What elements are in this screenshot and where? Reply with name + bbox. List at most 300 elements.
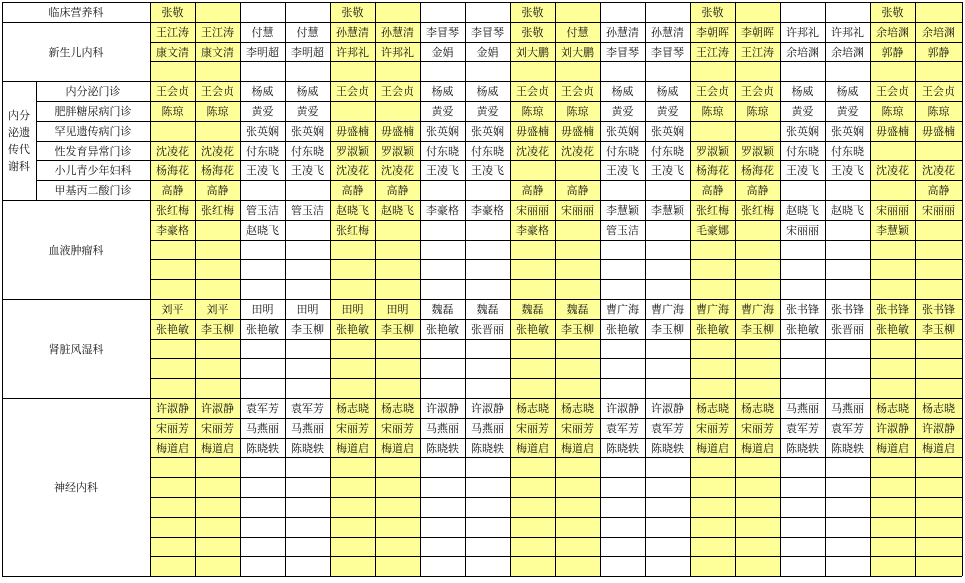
schedule-cell[interactable]: 宋丽芳 [741,422,774,435]
schedule-cell[interactable]: 宋丽芳 [381,422,414,435]
schedule-cell[interactable] [735,220,780,240]
schedule-cell[interactable]: 张艳敏 [156,323,189,336]
schedule-cell[interactable] [645,259,690,279]
schedule-cell[interactable]: 张红梅 [201,204,234,217]
schedule-cell[interactable]: 王会贞 [876,85,909,98]
schedule-cell[interactable] [825,358,870,378]
schedule-cell[interactable] [690,339,735,358]
schedule-cell[interactable]: 魏磊 [476,303,499,316]
schedule-cell[interactable] [420,556,465,576]
schedule-cell[interactable] [150,121,195,141]
schedule-cell[interactable] [600,457,645,477]
schedule-cell[interactable]: 许淑静 [426,402,459,415]
schedule-cell[interactable]: 毋盛楠 [516,125,549,138]
schedule-cell[interactable]: 王会贞 [922,85,955,98]
schedule-cell[interactable]: 李豪格 [471,204,504,217]
schedule-cell[interactable] [510,61,555,81]
schedule-cell[interactable] [285,497,330,517]
schedule-cell[interactable]: 余培渊 [876,26,909,39]
schedule-cell[interactable] [510,240,555,259]
schedule-cell[interactable] [375,497,420,517]
schedule-cell[interactable] [375,477,420,497]
schedule-cell[interactable]: 杨志晓 [922,402,955,415]
schedule-cell[interactable] [330,378,375,398]
schedule-cell[interactable] [330,279,375,299]
schedule-cell[interactable] [690,556,735,576]
schedule-cell[interactable]: 李慧颖 [606,204,639,217]
schedule-cell[interactable] [735,556,780,576]
schedule-cell[interactable] [825,517,870,537]
schedule-cell[interactable] [645,2,690,22]
schedule-cell[interactable]: 王凌飞 [291,164,324,177]
schedule-cell[interactable] [690,61,735,81]
schedule-cell[interactable] [465,477,510,497]
schedule-cell[interactable] [555,358,600,378]
schedule-cell[interactable]: 付慧 [251,26,274,39]
schedule-cell[interactable] [285,61,330,81]
schedule-cell[interactable]: 金娟 [431,45,454,59]
schedule-cell[interactable] [600,537,645,556]
schedule-cell[interactable] [330,240,375,259]
schedule-cell[interactable] [510,517,555,537]
schedule-cell[interactable]: 沈凌花 [156,144,189,158]
schedule-cell[interactable]: 宋丽芳 [336,422,369,435]
schedule-cell[interactable]: 张艳敏 [246,323,279,336]
schedule-cell[interactable] [915,358,962,378]
schedule-cell[interactable] [195,497,240,517]
schedule-cell[interactable] [825,220,870,240]
schedule-cell[interactable]: 马燕丽 [831,402,864,415]
schedule-cell[interactable] [690,240,735,259]
schedule-cell[interactable] [375,339,420,358]
schedule-cell[interactable]: 杨志晓 [561,402,594,415]
schedule-cell[interactable] [555,339,600,358]
schedule-cell[interactable]: 曹广海 [741,303,774,316]
schedule-cell[interactable] [465,497,510,517]
schedule-cell[interactable] [330,259,375,279]
schedule-cell[interactable]: 袁军芳 [831,422,864,435]
schedule-cell[interactable]: 张英娴 [786,125,819,138]
schedule-cell[interactable] [510,556,555,576]
schedule-cell[interactable]: 康文清 [156,45,189,59]
schedule-cell[interactable] [195,457,240,477]
schedule-cell[interactable] [420,279,465,299]
schedule-cell[interactable]: 张红梅 [156,204,189,217]
schedule-cell[interactable] [510,339,555,358]
schedule-cell[interactable]: 张艳敏 [696,323,729,336]
schedule-cell[interactable]: 付东晓 [786,144,819,158]
schedule-cell[interactable] [285,259,330,279]
schedule-cell[interactable] [915,259,962,279]
schedule-cell[interactable] [825,180,870,200]
schedule-cell[interactable]: 李玉柳 [922,323,955,336]
schedule-cell[interactable]: 陈琼 [521,105,544,118]
schedule-cell[interactable] [375,220,420,240]
schedule-cell[interactable] [510,259,555,279]
schedule-cell[interactable] [150,61,195,81]
schedule-cell[interactable]: 曹广海 [651,303,684,316]
schedule-cell[interactable]: 田明 [386,303,409,316]
schedule-cell[interactable]: 李慧颖 [876,224,909,237]
schedule-cell[interactable]: 赵晓飞 [381,204,414,217]
schedule-cell[interactable]: 余培渊 [786,45,819,59]
schedule-cell[interactable]: 曹广海 [606,303,639,316]
schedule-cell[interactable] [690,477,735,497]
schedule-cell[interactable]: 赵晓飞 [831,204,864,217]
schedule-cell[interactable]: 张英娴 [831,125,864,138]
schedule-cell[interactable] [510,160,555,180]
schedule-cell[interactable]: 王凌飞 [606,164,639,177]
schedule-cell[interactable]: 王凌飞 [246,164,279,177]
schedule-cell[interactable] [870,358,915,378]
schedule-cell[interactable]: 李玉柳 [741,323,774,336]
schedule-cell[interactable]: 张敬 [701,6,724,19]
schedule-cell[interactable] [645,240,690,259]
schedule-cell[interactable]: 许淑静 [156,402,189,415]
schedule-cell[interactable] [465,240,510,259]
schedule-cell[interactable]: 梅道启 [922,441,955,455]
schedule-cell[interactable] [195,339,240,358]
schedule-cell[interactable]: 魏磊 [431,303,454,316]
schedule-cell[interactable]: 梅道启 [516,441,549,455]
schedule-cell[interactable]: 陈琼 [881,105,904,118]
schedule-cell[interactable]: 刘大鹏 [561,45,594,59]
schedule-cell[interactable] [645,477,690,497]
schedule-cell[interactable] [915,477,962,497]
schedule-cell[interactable]: 李冒琴 [651,45,684,59]
schedule-cell[interactable] [780,477,825,497]
schedule-cell[interactable] [195,61,240,81]
schedule-cell[interactable]: 陈晓轶 [291,441,324,455]
schedule-cell[interactable] [870,259,915,279]
schedule-cell[interactable] [195,279,240,299]
schedule-cell[interactable]: 魏磊 [521,303,544,316]
schedule-cell[interactable]: 高静 [566,184,589,197]
schedule-cell[interactable]: 管玉洁 [291,204,324,217]
schedule-cell[interactable] [645,378,690,398]
schedule-cell[interactable] [195,517,240,537]
schedule-cell[interactable]: 张书锋 [786,303,819,316]
schedule-cell[interactable] [420,477,465,497]
schedule-cell[interactable] [690,497,735,517]
schedule-cell[interactable] [555,517,600,537]
schedule-cell[interactable] [645,279,690,299]
schedule-cell[interactable] [150,378,195,398]
schedule-cell[interactable]: 梅道启 [876,441,909,455]
schedule-cell[interactable] [825,61,870,81]
schedule-cell[interactable] [285,240,330,259]
schedule-cell[interactable]: 杨海花 [156,164,189,177]
schedule-cell[interactable] [285,556,330,576]
schedule-cell[interactable] [510,497,555,517]
schedule-cell[interactable] [735,378,780,398]
schedule-cell[interactable]: 高静 [927,184,950,197]
schedule-cell[interactable]: 张晋丽 [831,323,864,336]
schedule-cell[interactable]: 杨志晓 [381,402,414,415]
schedule-cell[interactable] [735,457,780,477]
schedule-cell[interactable] [510,378,555,398]
schedule-cell[interactable]: 张敬 [521,26,544,39]
schedule-cell[interactable] [915,497,962,517]
schedule-cell[interactable]: 毋盛楠 [876,125,909,138]
schedule-cell[interactable] [150,477,195,497]
schedule-cell[interactable]: 陈晓轶 [471,441,504,455]
schedule-cell[interactable]: 陈琼 [161,105,184,118]
schedule-cell[interactable]: 毋盛楠 [381,125,414,138]
schedule-cell[interactable]: 杨威 [791,85,814,98]
schedule-cell[interactable]: 张晋丽 [471,323,504,336]
schedule-cell[interactable] [330,358,375,378]
schedule-cell[interactable]: 杨威 [431,85,454,98]
schedule-cell[interactable]: 王会贞 [336,85,369,98]
schedule-cell[interactable]: 金娟 [476,45,499,59]
schedule-cell[interactable] [645,497,690,517]
schedule-cell[interactable] [870,279,915,299]
schedule-cell[interactable]: 李豪格 [156,224,189,237]
schedule-cell[interactable] [735,358,780,378]
schedule-cell[interactable]: 张英娴 [606,125,639,138]
schedule-cell[interactable] [915,2,962,22]
schedule-cell[interactable]: 黄爱 [296,105,319,118]
schedule-cell[interactable] [780,2,825,22]
schedule-cell[interactable]: 张英娴 [651,125,684,138]
schedule-cell[interactable]: 李玉柳 [381,323,414,336]
schedule-cell[interactable]: 梅道启 [381,441,414,455]
schedule-cell[interactable] [690,537,735,556]
schedule-cell[interactable] [555,378,600,398]
schedule-cell[interactable]: 宋丽丽 [561,204,594,217]
schedule-cell[interactable] [555,2,600,22]
schedule-cell[interactable] [150,279,195,299]
schedule-cell[interactable] [645,358,690,378]
schedule-cell[interactable] [780,259,825,279]
schedule-cell[interactable] [420,537,465,556]
schedule-cell[interactable] [600,279,645,299]
schedule-cell[interactable]: 袁军芳 [291,402,324,415]
schedule-cell[interactable]: 许淑静 [651,402,684,415]
schedule-cell[interactable]: 张艳敏 [876,323,909,336]
schedule-cell[interactable]: 沈凌花 [201,144,234,158]
schedule-cell[interactable]: 王会贞 [381,85,414,98]
schedule-cell[interactable]: 张敬 [521,6,544,19]
schedule-cell[interactable] [825,2,870,22]
schedule-cell[interactable]: 张艳敏 [516,323,549,336]
schedule-cell[interactable]: 杨威 [656,85,679,98]
schedule-cell[interactable]: 沈凌花 [561,144,594,158]
schedule-cell[interactable]: 袁军芳 [651,422,684,435]
schedule-cell[interactable] [420,517,465,537]
schedule-cell[interactable]: 张敬 [161,6,184,19]
schedule-cell[interactable] [240,358,285,378]
schedule-cell[interactable] [735,121,780,141]
schedule-cell[interactable] [690,121,735,141]
schedule-cell[interactable]: 宋丽芳 [201,422,234,435]
schedule-cell[interactable]: 梅道启 [696,441,729,455]
schedule-cell[interactable] [465,279,510,299]
schedule-cell[interactable]: 付东晓 [471,144,504,158]
schedule-cell[interactable] [285,457,330,477]
schedule-cell[interactable]: 宋丽芳 [696,422,729,435]
schedule-cell[interactable] [240,180,285,200]
schedule-cell[interactable] [195,556,240,576]
schedule-cell[interactable]: 付东晓 [831,144,864,158]
schedule-cell[interactable]: 马燕丽 [291,422,324,435]
schedule-cell[interactable] [600,378,645,398]
schedule-cell[interactable] [150,537,195,556]
schedule-cell[interactable]: 杨海花 [741,164,774,177]
schedule-cell[interactable] [375,517,420,537]
schedule-cell[interactable] [555,61,600,81]
schedule-cell[interactable]: 梅道启 [336,441,369,455]
schedule-cell[interactable] [285,517,330,537]
schedule-cell[interactable] [780,378,825,398]
schedule-cell[interactable]: 杨海花 [696,164,729,177]
schedule-cell[interactable]: 许邦礼 [381,45,414,59]
schedule-cell[interactable]: 许淑静 [201,402,234,415]
schedule-cell[interactable] [195,477,240,497]
schedule-cell[interactable]: 魏磊 [566,303,589,316]
schedule-cell[interactable]: 罗淑颖 [741,144,774,158]
schedule-cell[interactable] [825,279,870,299]
schedule-cell[interactable] [825,537,870,556]
schedule-cell[interactable]: 王凌飞 [786,164,819,177]
schedule-cell[interactable]: 付慧 [296,26,319,39]
schedule-cell[interactable]: 黄爱 [836,105,859,118]
schedule-cell[interactable] [825,556,870,576]
schedule-cell[interactable] [780,61,825,81]
schedule-cell[interactable]: 陈琼 [701,105,724,118]
schedule-cell[interactable] [870,497,915,517]
schedule-cell[interactable]: 宋丽芳 [156,422,189,435]
schedule-cell[interactable] [420,2,465,22]
schedule-cell[interactable] [735,61,780,81]
schedule-cell[interactable] [330,339,375,358]
schedule-cell[interactable]: 付慧 [566,26,589,39]
schedule-cell[interactable] [645,517,690,537]
schedule-cell[interactable]: 许邦礼 [336,45,369,59]
schedule-cell[interactable]: 陈晓轶 [606,441,639,455]
schedule-cell[interactable] [420,378,465,398]
schedule-cell[interactable]: 陈晓轶 [651,441,684,455]
schedule-cell[interactable]: 许淑静 [471,402,504,415]
schedule-cell[interactable] [600,358,645,378]
schedule-cell[interactable] [240,457,285,477]
schedule-cell[interactable] [195,358,240,378]
schedule-cell[interactable]: 杨志晓 [876,402,909,415]
schedule-cell[interactable]: 沈凌花 [876,164,909,177]
schedule-cell[interactable]: 王凌飞 [471,164,504,177]
schedule-cell[interactable]: 付东晓 [426,144,459,158]
schedule-cell[interactable] [735,477,780,497]
schedule-cell[interactable]: 张敬 [881,6,904,19]
schedule-cell[interactable]: 沈凌花 [381,164,414,177]
schedule-cell[interactable]: 王会贞 [156,85,189,98]
schedule-cell[interactable] [915,378,962,398]
schedule-cell[interactable]: 杨海花 [201,164,234,177]
schedule-cell[interactable] [600,2,645,22]
schedule-cell[interactable]: 杨威 [296,85,319,98]
schedule-cell[interactable]: 杨志晓 [516,402,549,415]
schedule-cell[interactable]: 刘平 [206,303,229,316]
schedule-cell[interactable] [465,537,510,556]
schedule-cell[interactable] [555,259,600,279]
schedule-cell[interactable] [780,517,825,537]
schedule-cell[interactable] [780,358,825,378]
schedule-cell[interactable]: 王凌飞 [831,164,864,177]
schedule-cell[interactable] [825,259,870,279]
schedule-cell[interactable] [420,497,465,517]
schedule-cell[interactable] [375,2,420,22]
schedule-cell[interactable] [870,339,915,358]
schedule-cell[interactable] [240,279,285,299]
schedule-cell[interactable] [645,457,690,477]
schedule-cell[interactable]: 王江涛 [201,26,234,39]
schedule-cell[interactable] [240,517,285,537]
schedule-cell[interactable] [600,61,645,81]
schedule-cell[interactable] [150,497,195,517]
schedule-cell[interactable] [780,457,825,477]
schedule-cell[interactable] [870,556,915,576]
schedule-cell[interactable]: 付东晓 [651,144,684,158]
schedule-cell[interactable]: 李豪格 [426,204,459,217]
schedule-cell[interactable]: 陈晓轶 [786,441,819,455]
schedule-cell[interactable]: 管玉洁 [606,224,639,237]
schedule-cell[interactable] [555,457,600,477]
schedule-cell[interactable] [240,378,285,398]
schedule-cell[interactable]: 袁军芳 [246,402,279,415]
schedule-cell[interactable] [330,537,375,556]
schedule-cell[interactable] [870,141,915,160]
schedule-cell[interactable]: 宋丽芳 [561,422,594,435]
schedule-cell[interactable]: 张英娴 [246,125,279,138]
schedule-cell[interactable]: 王凌飞 [426,164,459,177]
schedule-cell[interactable] [915,517,962,537]
schedule-cell[interactable] [690,457,735,477]
schedule-cell[interactable] [780,556,825,576]
schedule-cell[interactable] [600,180,645,200]
schedule-cell[interactable] [375,556,420,576]
schedule-cell[interactable]: 孙慧清 [651,26,684,39]
schedule-cell[interactable] [330,497,375,517]
schedule-cell[interactable]: 田明 [341,303,364,316]
schedule-cell[interactable]: 黄爱 [431,105,454,118]
schedule-cell[interactable] [150,457,195,477]
schedule-cell[interactable]: 罗淑颖 [336,144,369,158]
schedule-cell[interactable] [645,180,690,200]
schedule-cell[interactable] [465,556,510,576]
schedule-cell[interactable]: 杨志晓 [741,402,774,415]
schedule-cell[interactable]: 管玉洁 [246,204,279,217]
schedule-cell[interactable] [330,61,375,81]
schedule-cell[interactable] [780,180,825,200]
schedule-cell[interactable]: 张艳敏 [606,323,639,336]
schedule-cell[interactable]: 张敬 [341,6,364,19]
schedule-cell[interactable] [420,339,465,358]
schedule-cell[interactable] [690,259,735,279]
schedule-cell[interactable]: 张艳敏 [426,323,459,336]
schedule-cell[interactable]: 黄爱 [251,105,274,118]
schedule-cell[interactable]: 郭静 [881,45,904,59]
schedule-cell[interactable]: 李冒琴 [471,26,504,39]
schedule-cell[interactable]: 高静 [341,184,364,197]
schedule-cell[interactable]: 陈晓轶 [246,441,279,455]
schedule-cell[interactable]: 杨威 [251,85,274,98]
schedule-cell[interactable] [195,2,240,22]
schedule-cell[interactable]: 马燕丽 [471,422,504,435]
schedule-cell[interactable]: 许淑静 [876,422,909,435]
schedule-cell[interactable]: 宋丽丽 [786,224,819,237]
schedule-cell[interactable] [240,61,285,81]
